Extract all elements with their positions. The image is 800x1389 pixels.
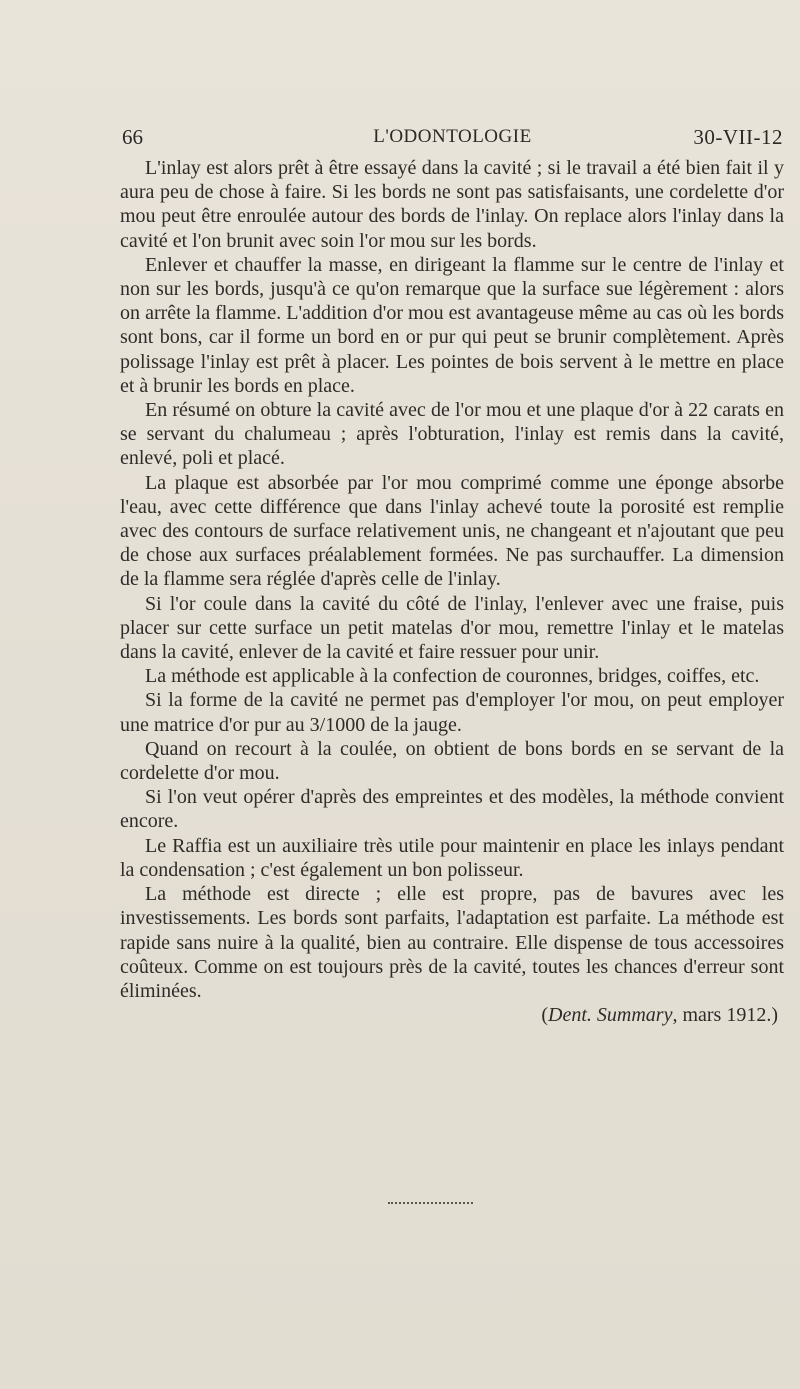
paragraph: Si l'or coule dans la cavité du côté de l'inlay, l'enlever avec une fraise, puis placer sur cette surface un petit matelas d'or mou, remettre l'inlay et le matelas dans la cavité, enlever de la cavité et faire ressuer pour unir. bbox=[120, 592, 784, 664]
page-number: 66 bbox=[122, 125, 143, 149]
article-body bbox=[120, 156, 784, 1027]
citation-open: ( bbox=[541, 1004, 549, 1027]
end-rule bbox=[388, 1202, 473, 1204]
citation-source: Dent. Summary bbox=[548, 1004, 673, 1027]
paragraph: Si la forme de la cavité ne permet pas d'employer l'or mou, on peut employer une matrice d'or pur au 3/1000 de la jauge. bbox=[120, 689, 784, 736]
citation bbox=[120, 1003, 784, 1027]
paragraph: Quand on recourt à la coulée, on obtient de bons bords en se servant de la cordelette d'or mou. bbox=[120, 737, 784, 785]
paragraph: Enlever et chauffer la masse, en dirigeant la flamme sur le centre de l'inlay et non sur les bords, jusqu'à ce qu'on remarque que la surface sue légèrement : alors on arrête la flamme. L'addition d'or mou est avantageuse même au cas où les bords sont bons, car il forme un bord en or pur qui peut se brunir complètement. Après polissage l'inlay est prêt à placer. Les pointes de bois servent à le mettre en place et à brunir les bords en place. bbox=[120, 253, 784, 397]
paragraph: En résumé on obture la cavité avec de l'or mou et une plaque d'or à 22 carats en se servant du chalumeau ; après l'obturation, l'inlay est remis dans la cavité, enlevé, poli et placé. bbox=[120, 399, 784, 470]
issue-date: 30-VII-12 bbox=[693, 125, 783, 149]
paragraph: La plaque est absorbée par l'or mou comprimé comme une éponge absorbe l'eau, avec cette différence que dans l'inlay achevé toute la porosité est remplie avec des contours de surface relativement unis, ne changeant et n'ajoutant que peu de chose aux surfaces préalablement formées. Ne pas surchauffer. La dimension de la flamme sera réglée d'après celle de l'inlay. bbox=[120, 471, 784, 591]
paragraph: Si l'on veut opérer d'après des empreintes et des modèles, la méthode convient encore. bbox=[120, 786, 784, 833]
paragraph: L'inlay est alors prêt à être essayé dans la cavité ; si le travail a été bien fait il y aura peu de chose à faire. Si les bords ne sont pas satisfaisants, une cordelette d'or mou peut être enroulée autour des bords de l'inlay. On replace alors l'inlay dans la cavité et l'on brunit avec soin l'or mou sur les bords. bbox=[120, 157, 784, 252]
running-header bbox=[120, 125, 785, 151]
citation-date: , mars 1912.) bbox=[672, 1004, 778, 1027]
journal-title: L'ODONTOLOGIE bbox=[373, 126, 532, 147]
paragraph: La méthode est applicable à la confection de couronnes, bridges, coiffes, etc. bbox=[145, 665, 760, 688]
paragraph: La méthode est directe ; elle est propre, pas de bavures avec les investissements. Les bords sont parfaits, l'adaptation est parfaite. La méthode est rapide sans nuire à la qualité, bien au contraire. Elle dispense de tous accessoires coûteux. Comme on est toujours près de la cavité, toutes les chances d'erreur sont éliminées. bbox=[120, 883, 784, 1002]
paragraph: Le Raffia est un auxiliaire très utile pour maintenir en place les inlays pendant la condensation ; c'est également un bon polisseur. bbox=[120, 834, 784, 881]
